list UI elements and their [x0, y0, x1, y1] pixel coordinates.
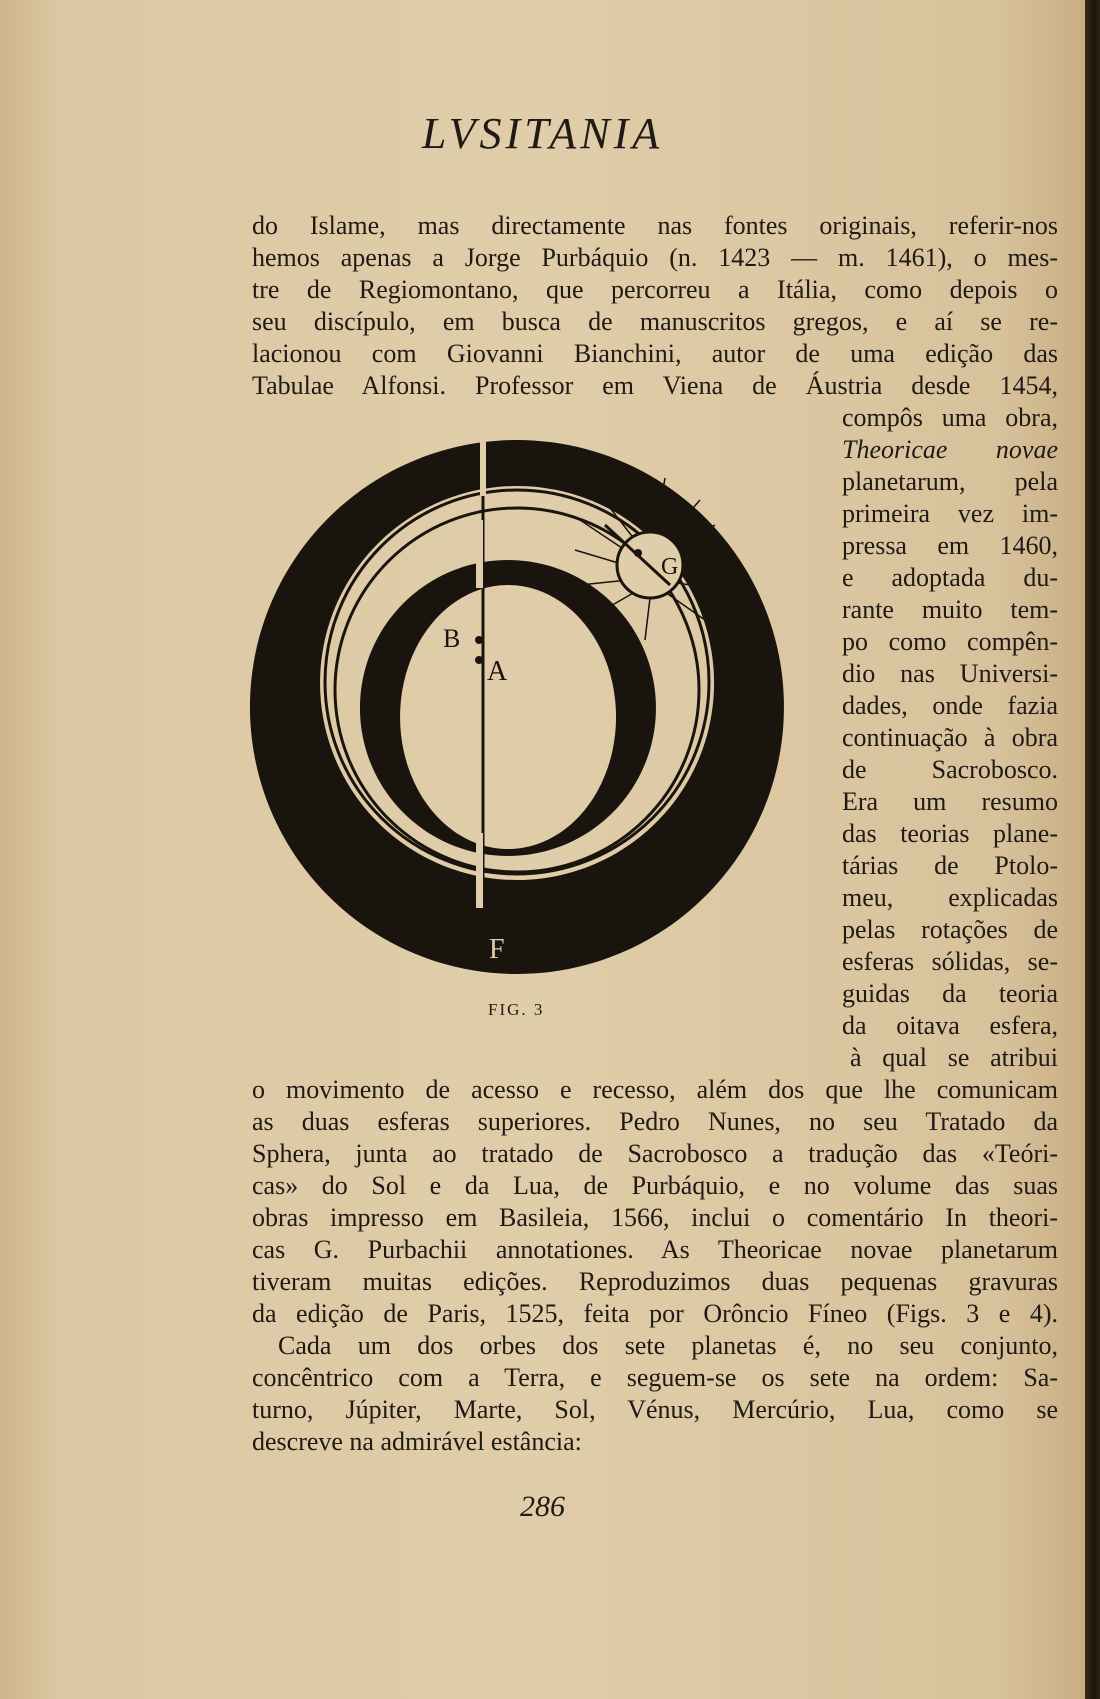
orb-diagram: [250, 440, 784, 974]
running-header: LVSITANIA: [421, 109, 664, 158]
text-line: Sphera, junta ao tratado de Sacrobosco a tradução das «Teóri-: [252, 1139, 1058, 1168]
side-line: meu, explicadas: [842, 883, 1058, 912]
text-line: descreve na admirável estância:: [252, 1427, 582, 1456]
side-line: esferas sólidas, se-: [842, 947, 1058, 976]
page-number: 286: [520, 1490, 565, 1523]
side-line: rante muito tem-: [842, 595, 1058, 624]
label-f: F: [489, 934, 505, 965]
side-line: de Sacrobosco.: [842, 755, 1058, 784]
figure-caption: FIG. 3: [488, 1000, 545, 1019]
side-line: Theoricae novae: [842, 435, 1058, 464]
text-line: cas G. Purbachii annotationes. As Theoricae novae planetarum: [252, 1235, 1058, 1264]
text-line: da edição de Paris, 1525, feita por Orôncio Fíneo (Figs. 3 e 4).: [252, 1299, 1058, 1328]
text-line: obras impresso em Basileia, 1566, inclui o comentário In theori-: [252, 1203, 1058, 1232]
text-line: do Islame, mas directamente nas fontes originais, referir-nos: [252, 211, 1058, 240]
side-line: da oitava esfera,: [842, 1011, 1058, 1040]
side-line: pressa em 1460,: [842, 531, 1058, 560]
axis-white-gap: [476, 833, 483, 908]
axis-white-gap: [480, 440, 486, 496]
text-line: lacionou com Giovanni Bianchini, autor de uma edição das: [252, 339, 1058, 368]
side-line: continuação à obra: [842, 723, 1058, 752]
side-line: dio nas Universi-: [842, 659, 1058, 688]
text-line: seu discípulo, em busca de manuscritos gregos, e aí se re-: [252, 307, 1058, 336]
planetary-sphere-figure: [250, 440, 784, 1000]
outer-ring: [250, 440, 784, 974]
side-line: e adoptada du-: [842, 563, 1058, 592]
side-line: tárias de Ptolo-: [842, 851, 1058, 880]
text-line: turno, Júpiter, Marte, Sol, Vénus, Mercúrio, Lua, como se: [252, 1395, 1058, 1424]
side-line: primeira vez im-: [842, 499, 1058, 528]
side-line: pelas rotações de: [842, 915, 1058, 944]
text-line: Cada um dos orbes dos sete planetas é, no seu conjunto,: [278, 1331, 1058, 1360]
text-line: concêntrico com a Terra, e seguem-se os sete na ordem: Sa-: [252, 1363, 1058, 1392]
text-line: cas» do Sol e da Lua, de Purbáquio, e no volume das suas: [252, 1171, 1058, 1200]
label-c: C: [491, 459, 509, 488]
label-b: B: [443, 624, 461, 653]
point-a: [475, 656, 483, 664]
text-line: tre de Regiomontano, que percorreu a Itália, como depois o: [252, 275, 1058, 304]
side-line: Era um resumo: [842, 787, 1058, 816]
label-d: D: [450, 879, 469, 908]
text-line: as duas esferas superiores. Pedro Nunes, no seu Tratado da: [252, 1107, 1058, 1136]
side-line: guidas da teoria: [842, 979, 1058, 1008]
side-line: compôs uma obra,: [842, 403, 1058, 432]
axis-white-gap: [476, 520, 483, 588]
text-line: Tabulae Alfonsi. Professor em Viena de Áustria desde 1454,: [252, 371, 1058, 400]
side-line: planetarum, pela: [842, 467, 1058, 496]
label-a: A: [487, 656, 508, 687]
inner-ring: [360, 560, 656, 856]
side-line: po como compên-: [842, 627, 1058, 656]
text-line: o movimento de acesso e recesso, além dos que lhe comunicam: [252, 1075, 1058, 1104]
point-b: [475, 636, 483, 644]
side-line: à qual se atribui: [850, 1043, 1058, 1072]
label-e: E: [450, 525, 466, 554]
book-spine-edge: [1085, 0, 1100, 1699]
text-line: tiveram muitas edições. Reproduzimos duas pequenas gravuras: [252, 1267, 1058, 1296]
text-line: hemos apenas a Jorge Purbáquio (n. 1423 — m. 1461), o mes-: [252, 243, 1058, 272]
label-g: G: [661, 554, 679, 580]
side-line: das teorias plane-: [842, 819, 1058, 848]
side-line: dades, onde fazia: [842, 691, 1058, 720]
